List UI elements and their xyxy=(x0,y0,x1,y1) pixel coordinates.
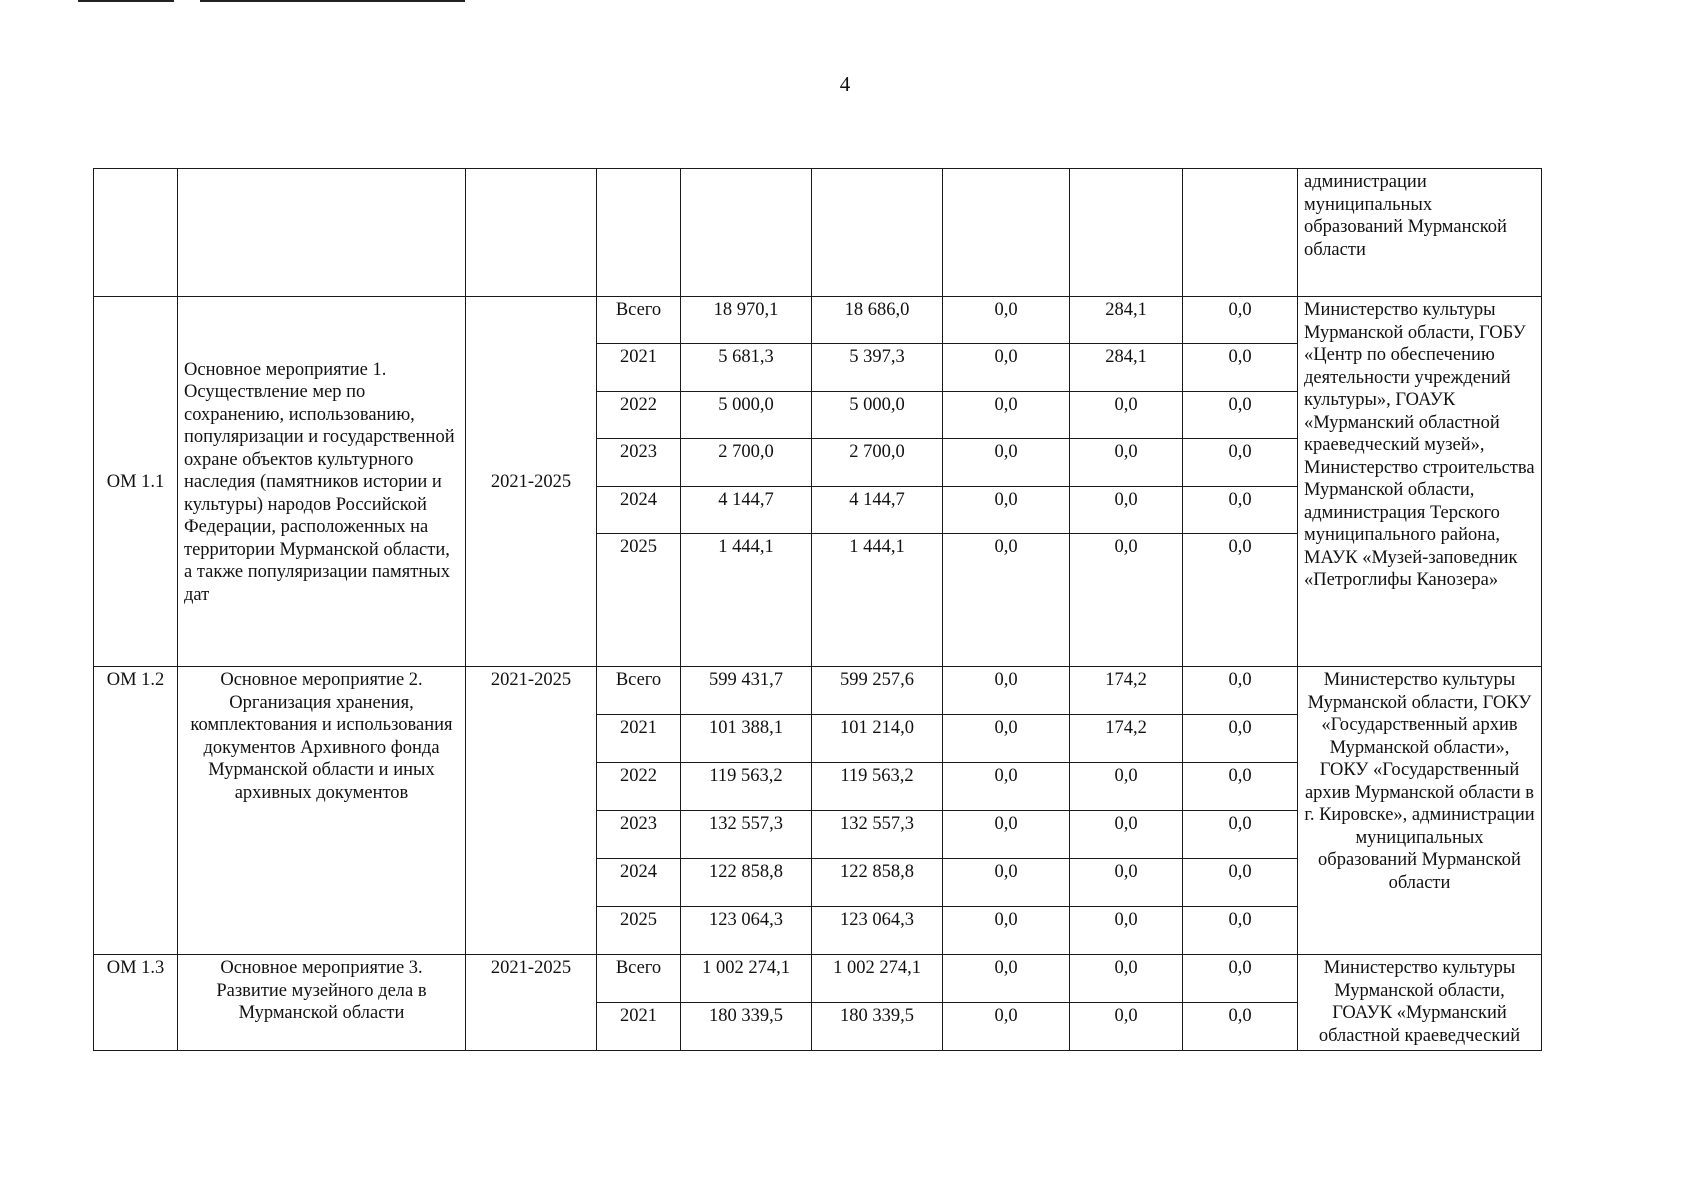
local-cell: 174,2 xyxy=(1070,715,1183,763)
other-cell: 0,0 xyxy=(1183,955,1298,1003)
total-cell: 132 557,3 xyxy=(681,811,812,859)
year-cell: 2021 xyxy=(597,715,681,763)
other-cell: 0,0 xyxy=(1183,763,1298,811)
activity-name: Основное мероприятие 3. Развитие музейного дела в Мурманской области xyxy=(178,955,466,1051)
other-cell: 0,0 xyxy=(1183,344,1298,392)
federal-cell: 0,0 xyxy=(943,955,1070,1003)
federal-cell: 0,0 xyxy=(943,439,1070,487)
scan-edge-line xyxy=(78,0,174,2)
regional-cell: 5 397,3 xyxy=(812,344,943,392)
year-cell: 2024 xyxy=(597,487,681,534)
other-cell: 0,0 xyxy=(1183,667,1298,715)
federal-cell: 0,0 xyxy=(943,534,1070,667)
local-cell: 0,0 xyxy=(1070,439,1183,487)
regional-cell: 4 144,7 xyxy=(812,487,943,534)
year-cell: 2023 xyxy=(597,811,681,859)
table-body xyxy=(94,169,1542,1051)
total-cell: 2 700,0 xyxy=(681,439,812,487)
total-cell: 5 000,0 xyxy=(681,392,812,439)
year-cell: 2022 xyxy=(597,392,681,439)
activity-name: Основное мероприятие 2. Организация хранения, комплектования и использования документов Архивного фонда Мурманской области и иных архивных документов xyxy=(178,667,466,955)
executor-cell: Министерство культуры Мурманской области, ГОАУК «Мурманский областной краеведческий xyxy=(1298,955,1542,1051)
regional-cell: 132 557,3 xyxy=(812,811,943,859)
regional-cell: 180 339,5 xyxy=(812,1003,943,1051)
local-cell: 0,0 xyxy=(1070,534,1183,667)
local-cell: 0,0 xyxy=(1070,907,1183,955)
regional-cell: 599 257,6 xyxy=(812,667,943,715)
other-cell: 0,0 xyxy=(1183,907,1298,955)
federal-cell: 0,0 xyxy=(943,297,1070,344)
total-cell: 101 388,1 xyxy=(681,715,812,763)
year-cell: Всего xyxy=(597,667,681,715)
table-row xyxy=(94,667,1542,715)
regional-cell: 123 064,3 xyxy=(812,907,943,955)
total-cell: 119 563,2 xyxy=(681,763,812,811)
regional-cell: 1 002 274,1 xyxy=(812,955,943,1003)
table-row xyxy=(94,297,1542,344)
regional-cell: 122 858,8 xyxy=(812,859,943,907)
federal-cell: 0,0 xyxy=(943,715,1070,763)
activity-period: 2021-2025 xyxy=(466,667,597,955)
local-cell: 0,0 xyxy=(1070,811,1183,859)
table-row xyxy=(94,955,1542,1003)
federal-cell: 0,0 xyxy=(943,487,1070,534)
other-cell: 0,0 xyxy=(1183,297,1298,344)
page-number: 4 xyxy=(839,72,851,96)
local-cell: 174,2 xyxy=(1070,667,1183,715)
year-cell: 2021 xyxy=(597,1003,681,1051)
year-cell: 2021 xyxy=(597,344,681,392)
federal-cell: 0,0 xyxy=(943,907,1070,955)
year-cell: Всего xyxy=(597,297,681,344)
total-cell: 123 064,3 xyxy=(681,907,812,955)
table-row xyxy=(94,169,1542,297)
federal-cell: 0,0 xyxy=(943,392,1070,439)
other-cell: 0,0 xyxy=(1183,487,1298,534)
year-cell: 2023 xyxy=(597,439,681,487)
other-cell: 0,0 xyxy=(1183,1003,1298,1051)
federal-cell: 0,0 xyxy=(943,859,1070,907)
scan-edge-line xyxy=(200,0,465,2)
executor-cell: Министерство культуры Мурманской области, ГОКУ «Государственный архив Мурманской области», ГОКУ «Государственный архив Мурманской области в г. Кировске», администрации муниципальных образований Мурманской области xyxy=(1298,667,1542,955)
regional-cell: 18 686,0 xyxy=(812,297,943,344)
funding-table xyxy=(93,168,1542,1051)
regional-cell: 101 214,0 xyxy=(812,715,943,763)
year-cell: 2022 xyxy=(597,763,681,811)
other-cell: 0,0 xyxy=(1183,859,1298,907)
activity-name: Основное мероприятие 1. Осуществление мер по сохранению, использованию, популяризации и государственной охране объектов культурного наследия (памятников истории и культуры) народов Российской Федерации, расположенных на территории Мурманской области, а также популяризации памятных дат xyxy=(178,297,466,667)
activity-period: 2021-2025 xyxy=(466,297,597,667)
federal-cell: 0,0 xyxy=(943,667,1070,715)
total-cell: 18 970,1 xyxy=(681,297,812,344)
year-cell: Всего xyxy=(597,955,681,1003)
total-cell: 180 339,5 xyxy=(681,1003,812,1051)
regional-cell: 5 000,0 xyxy=(812,392,943,439)
activity-code: ОМ 1.3 xyxy=(94,955,178,1051)
total-cell: 1 002 274,1 xyxy=(681,955,812,1003)
federal-cell: 0,0 xyxy=(943,1003,1070,1051)
total-cell: 122 858,8 xyxy=(681,859,812,907)
total-cell: 4 144,7 xyxy=(681,487,812,534)
regional-cell: 1 444,1 xyxy=(812,534,943,667)
executor-cell: Министерство культуры Мурманской области, ГОБУ «Центр по обеспечению деятельности учреждений культуры», ГОАУК «Мурманский областной краеведческий музей», Министерство строительства Мурманской области, администрация Терского муниципального района, МАУК «Музей-заповедник «Петроглифы Канозера» xyxy=(1298,297,1542,667)
activity-code: ОМ 1.1 xyxy=(94,297,178,667)
year-cell: 2024 xyxy=(597,859,681,907)
total-cell: 1 444,1 xyxy=(681,534,812,667)
federal-cell: 0,0 xyxy=(943,763,1070,811)
activity-code: ОМ 1.2 xyxy=(94,667,178,955)
regional-cell: 2 700,0 xyxy=(812,439,943,487)
local-cell: 0,0 xyxy=(1070,763,1183,811)
local-cell: 0,0 xyxy=(1070,1003,1183,1051)
other-cell: 0,0 xyxy=(1183,392,1298,439)
executor-cell: администрации муниципальных образований Мурманской области xyxy=(1298,169,1542,297)
local-cell: 284,1 xyxy=(1070,344,1183,392)
other-cell: 0,0 xyxy=(1183,439,1298,487)
local-cell: 0,0 xyxy=(1070,955,1183,1003)
activity-period: 2021-2025 xyxy=(466,955,597,1051)
regional-cell: 119 563,2 xyxy=(812,763,943,811)
local-cell: 0,0 xyxy=(1070,487,1183,534)
local-cell: 0,0 xyxy=(1070,392,1183,439)
other-cell: 0,0 xyxy=(1183,534,1298,667)
local-cell: 284,1 xyxy=(1070,297,1183,344)
other-cell: 0,0 xyxy=(1183,715,1298,763)
federal-cell: 0,0 xyxy=(943,811,1070,859)
federal-cell: 0,0 xyxy=(943,344,1070,392)
year-cell: 2025 xyxy=(597,534,681,667)
local-cell: 0,0 xyxy=(1070,859,1183,907)
total-cell: 5 681,3 xyxy=(681,344,812,392)
year-cell: 2025 xyxy=(597,907,681,955)
total-cell: 599 431,7 xyxy=(681,667,812,715)
other-cell: 0,0 xyxy=(1183,811,1298,859)
